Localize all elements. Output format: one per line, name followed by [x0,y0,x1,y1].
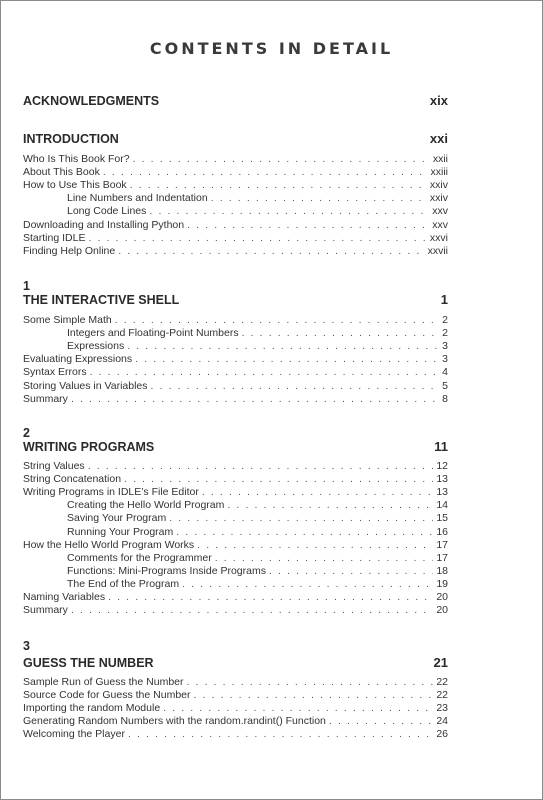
toc-entry[interactable] [23,591,448,604]
page-title: CONTENTS IN DETAIL [149,39,394,58]
dot-leader [130,179,427,192]
entry-page-number: 13 [436,486,448,499]
section-page-number: 11 [434,439,448,454]
toc-entry[interactable] [23,552,448,565]
entry-label: Sample Run of Guess the Number [23,676,184,688]
entry-page-number: 8 [442,392,448,405]
entry-label: String Concatenation [23,473,122,486]
toc-entry[interactable] [23,327,448,340]
dot-leader [269,565,433,578]
chapter-number: 3 [23,639,30,653]
entry-label: Line Numbers and Indentation [67,192,208,205]
entry-label: About This Book [23,166,100,179]
entry-page-number: xxvi [429,231,448,244]
toc-entry[interactable] [23,460,448,473]
entry-page-number: 15 [436,512,448,525]
entry-label: Functions: Mini-Programs Inside Programs [67,564,266,577]
toc-entry[interactable] [23,473,448,486]
toc-entry[interactable] [23,486,448,499]
entry-page-number: 20 [436,591,448,603]
dot-leader [187,676,434,689]
entry-page-number: 14 [436,499,448,512]
entry-label: How to Use This Book [23,179,127,192]
toc-entry[interactable] [23,380,448,393]
dot-leader [202,486,433,499]
dot-leader [88,232,426,245]
dot-leader [71,393,439,406]
toc-entry[interactable] [23,179,448,192]
entry-label: Writing Programs in IDLE’s File Editor [23,486,199,499]
toc-entry[interactable] [23,219,448,232]
toc-entry[interactable] [23,578,448,591]
entry-page-number: 26 [436,728,448,741]
entry-page-number: 17 [436,551,448,564]
toc-entry[interactable] [23,512,448,525]
toc-entry[interactable] [23,689,448,702]
dot-leader [176,526,433,539]
toc-entry[interactable] [23,715,448,728]
entry-label: Who Is This Book For? [23,153,130,165]
entry-label: Starting IDLE [23,231,86,244]
section-heading[interactable] [23,131,448,146]
dot-leader [163,702,433,715]
dot-leader [118,245,424,258]
dot-leader [194,689,434,702]
toc-entry[interactable] [23,153,448,166]
entry-label: Expressions [67,340,125,353]
entry-page-number: 3 [442,353,448,366]
entry-page-number: 5 [442,379,448,392]
toc-entry[interactable] [23,192,448,205]
dot-leader [149,205,429,218]
entry-page-number: 18 [436,564,448,577]
entry-label: Source Code for Guess the Number [23,689,191,702]
toc-entry[interactable] [23,728,448,741]
section-title: THE INTERACTIVE SHELL [23,293,180,307]
entry-label: The End of the Program [67,577,180,590]
toc-entry[interactable] [23,393,448,406]
toc-entry[interactable] [23,205,448,218]
entry-label: Importing the random Module [23,702,161,715]
toc-entry[interactable] [23,166,448,179]
toc-entry[interactable] [23,702,448,715]
entry-label: Comments for the Programmer [67,551,212,564]
dot-leader [227,499,433,512]
section-title: WRITING PROGRAMS [23,440,155,454]
entry-page-number: xxii [432,153,448,165]
entry-label: Creating the Hello World Program [67,499,225,512]
entry-label: Downloading and Installing Python [23,218,185,231]
entry-page-number: xxiv [429,192,448,205]
toc-entry[interactable] [23,565,448,578]
entry-label: Generating Random Numbers with the random.randint() Function [23,715,326,728]
toc-entry[interactable] [23,340,448,353]
toc-entry[interactable] [23,526,448,539]
entry-page-number: 4 [442,366,448,379]
section-heading[interactable] [23,93,448,108]
dot-leader [182,578,433,591]
dot-leader [197,539,433,552]
section-heading[interactable] [23,655,448,670]
toc-entry[interactable] [23,539,448,552]
toc-entry[interactable] [23,353,448,366]
dot-leader [103,166,428,179]
section-page-number: xix [429,93,448,108]
entry-label: String Values [23,460,85,472]
entry-label: Running Your Program [67,525,174,538]
toc-entry[interactable] [23,232,448,245]
entry-label: Evaluating Expressions [23,353,133,366]
toc-entry[interactable] [23,314,448,327]
entry-page-number: 16 [436,525,448,538]
entry-label: Summary [23,392,68,405]
section-page-number: xxi [429,131,448,146]
entry-label: Summary [23,604,68,617]
dot-leader [215,552,434,565]
toc-entry[interactable] [23,245,448,258]
dot-leader [329,715,433,728]
section-page-number: 21 [433,655,448,670]
section-title: ACKNOWLEDGMENTS [23,94,160,108]
entry-label: Long Code Lines [67,205,147,218]
entry-label: Integers and Floating-Point Numbers [67,327,239,340]
entry-page-number: 23 [436,702,448,715]
dot-leader [71,604,433,617]
dot-leader [133,153,430,166]
entry-label: How the Hello World Program Works [23,538,195,551]
entry-page-number: xxiii [430,166,448,179]
dot-leader [242,327,440,340]
entry-page-number: 2 [442,314,448,326]
entry-page-number: xxvii [427,244,448,257]
entry-page-number: xxv [432,218,448,231]
entry-label: Syntax Errors [23,366,87,379]
toc-entry[interactable] [23,604,448,617]
section-title: INTRODUCTION [23,132,119,146]
entry-label: Finding Help Online [23,244,116,257]
section-heading[interactable] [23,439,448,454]
toc-entry[interactable] [23,676,448,689]
toc-entry[interactable] [23,499,448,512]
entry-page-number: 12 [436,460,448,472]
chapter-number: 2 [23,426,30,440]
dot-leader [151,380,440,393]
entry-page-number: 22 [436,676,448,688]
entry-page-number: 24 [436,715,448,728]
dot-leader [88,460,434,473]
entry-page-number: 22 [436,689,448,702]
dot-leader [90,366,440,379]
entry-page-number: 19 [436,577,448,590]
dot-leader [211,192,427,205]
toc-entry[interactable] [23,366,448,379]
dot-leader [108,591,433,604]
dot-leader [127,340,439,353]
entry-label: Welcoming the Player [23,728,125,741]
entry-page-number: 2 [442,327,448,340]
dot-leader [115,314,439,327]
entry-page-number: 20 [436,604,448,617]
dot-leader [124,473,433,486]
section-heading[interactable] [23,292,448,307]
entry-label: Storing Values in Variables [23,379,148,392]
dot-leader [169,512,433,525]
entry-label: Saving Your Program [67,512,167,525]
section-page-number: 1 [440,292,448,307]
section-title: GUESS THE NUMBER [23,656,154,670]
entry-page-number: 13 [436,473,448,486]
entry-label: Some Simple Math [23,314,112,326]
dot-leader [135,353,439,366]
entry-page-number: 3 [442,340,448,353]
chapter-number: 1 [23,279,30,293]
entry-page-number: 17 [436,538,448,551]
entry-label: Naming Variables [23,591,106,603]
dot-leader [187,219,429,232]
entry-page-number: xxv [432,205,448,218]
dot-leader [128,728,433,741]
entry-page-number: xxiv [429,179,448,192]
